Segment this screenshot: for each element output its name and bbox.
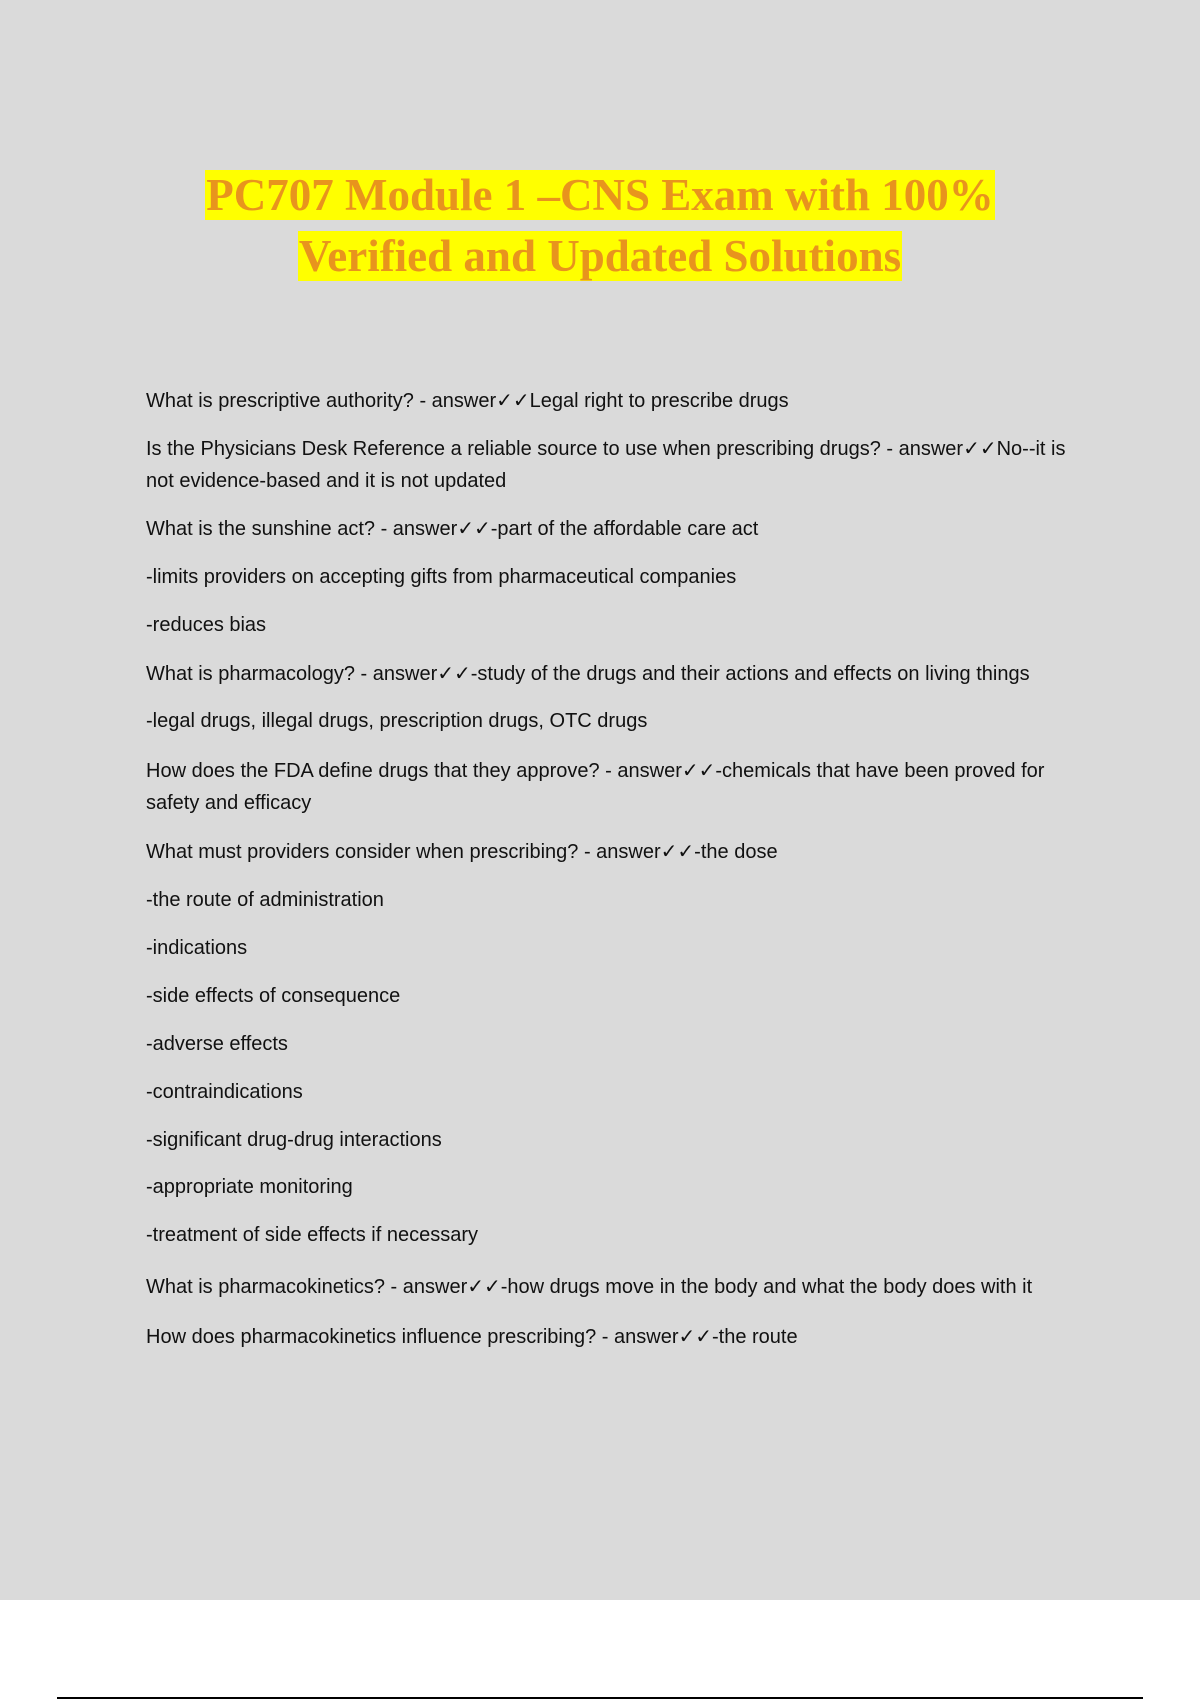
answer-line: -legal drugs, illegal drugs, prescription drugs, OTC drugs	[146, 710, 648, 732]
answer-line: -the route of administration	[146, 889, 384, 911]
qa-paragraph: Is the Physicians Desk Reference a reliable source to use when prescribing drugs? - answer✓✓No--it is not evidence-based and it is not updated	[146, 438, 1066, 492]
bottom-divider	[57, 1697, 1143, 1699]
answer-line: -side effects of consequence	[146, 985, 401, 1007]
answer-line: -appropriate monitoring	[146, 1176, 353, 1198]
qa-paragraph: What is the sunshine act? - answer✓✓-part of the affordable care act	[146, 518, 759, 540]
answer-line: -adverse effects	[146, 1033, 288, 1055]
qa-paragraph: How does pharmacokinetics influence prescribing? - answer✓✓-the route	[146, 1326, 798, 1348]
answer-line: -reduces bias	[146, 614, 267, 636]
title-line-1: PC707 Module 1 –CNS Exam with 100%	[206, 170, 994, 220]
qa-paragraph: What must providers consider when prescribing? - answer✓✓-the dose	[146, 841, 778, 863]
qa-paragraph: What is prescriptive authority? - answer✓✓Legal right to prescribe drugs	[146, 390, 789, 412]
answer-line: -significant drug-drug interactions	[146, 1129, 442, 1151]
qa-paragraph: How does the FDA define drugs that they approve? - answer✓✓-chemicals that have been proved for safety and efficacy	[146, 760, 1045, 814]
title-line-2: Verified and Updated Solutions	[298, 231, 902, 281]
answer-line: -treatment of side effects if necessary	[146, 1224, 479, 1246]
qa-paragraph: What is pharmacology? - answer✓✓-study of the drugs and their actions and effects on living things	[146, 663, 1030, 685]
answer-line: -contraindications	[146, 1081, 303, 1103]
document-body	[146, 385, 1076, 1353]
qa-paragraph: What is pharmacokinetics? - answer✓✓-how drugs move in the body and what the body does with it	[146, 1276, 1033, 1298]
answer-line: -indications	[146, 937, 248, 959]
document-title	[0, 165, 1200, 287]
answer-line: -limits providers on accepting gifts from pharmaceutical companies	[146, 566, 737, 588]
